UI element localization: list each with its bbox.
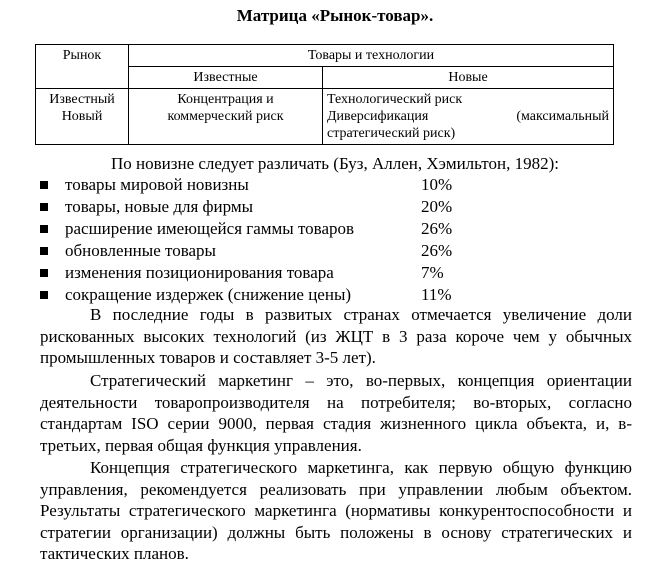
page-title: Матрица «Рынок-товар».	[236, 6, 434, 25]
bullet-icon	[40, 181, 48, 189]
list-item-value: 20%	[421, 197, 453, 216]
list-item	[40, 196, 452, 218]
list-item-value: 10%	[421, 175, 453, 194]
new-header: Новые	[448, 70, 488, 85]
concentration-line-1: Концентрация и	[177, 92, 274, 107]
list-item	[40, 218, 452, 240]
list-item-value: 26%	[421, 219, 453, 238]
new-header-cell	[323, 67, 614, 89]
bullet-icon	[40, 247, 48, 255]
known-header-cell	[129, 67, 323, 89]
market-values-cell	[36, 89, 129, 145]
goods-header-cell	[129, 45, 614, 67]
known-header: Известные	[193, 70, 258, 85]
paragraph-high-tech: В последние годы в развитых странах отмечается увеличение доли рискованных высоких технологий (из ЖЦТ в 3 раза короче чем у обычных промышленных товаров и составляет 3-5 лет).	[40, 305, 632, 367]
list-item	[40, 284, 452, 306]
list-item	[40, 240, 452, 262]
market-new: Новый	[61, 109, 103, 124]
list-item-value: 7%	[421, 263, 444, 282]
novelty-list	[40, 174, 452, 306]
list-item-label: товары мировой новизны	[65, 175, 249, 194]
market-known: Известный	[49, 92, 115, 107]
list-item-value: 11%	[421, 285, 452, 304]
novelty-intro: По новизне следует различать (Буз, Аллен, Хэмильтон, 1982):	[111, 154, 559, 173]
market-product-matrix	[35, 44, 614, 145]
bullet-icon	[40, 269, 48, 277]
concentration-line-2: коммерческий риск	[167, 109, 284, 124]
paragraph-concept: Концепция стратегического маркетинга, как первую общую функцию управления, рекомендуется реализовать при управлении любым объектом. Результаты стратегического маркетинга (нормативы конкурентоспособности и стратегии организации) должны быть положены в основу стратегических и тактических планов.	[40, 458, 632, 563]
goods-header: Товары и технологии	[307, 48, 435, 63]
bullet-icon	[40, 203, 48, 211]
list-item-label: товары, новые для фирмы	[65, 197, 254, 216]
market-header: Рынок	[62, 48, 102, 63]
list-item-value: 26%	[421, 241, 453, 260]
list-item-label: сокращение издержек (снижение цены)	[65, 285, 352, 304]
concentration-cell	[129, 89, 323, 145]
list-item	[40, 262, 452, 284]
strategic-risk-line: стратегический риск)	[327, 126, 456, 141]
bullet-icon	[40, 225, 48, 233]
diversification-cell	[323, 89, 614, 145]
paragraph-strategic-marketing: Стратегический маркетинг – это, во-первых, концепция ориентации деятельности товаропроизводителя на потребителя; во-вторых, согласно стандартам ISO серии 9000, первая стадия жизненного цикла объекта, и, в-третьих, первая общая функция управления.	[40, 371, 632, 455]
list-item	[40, 174, 452, 196]
diversification-line: Диверсификация (максимальный	[327, 109, 609, 124]
market-header-cell	[36, 45, 129, 89]
bullet-icon	[40, 291, 48, 299]
list-item-label: обновленные товары	[65, 241, 216, 260]
list-item-label: изменения позиционирования товара	[65, 263, 334, 282]
list-item-label: расширение имеющейся гаммы товаров	[65, 219, 355, 238]
tech-risk-line: Технологический риск	[327, 92, 463, 107]
